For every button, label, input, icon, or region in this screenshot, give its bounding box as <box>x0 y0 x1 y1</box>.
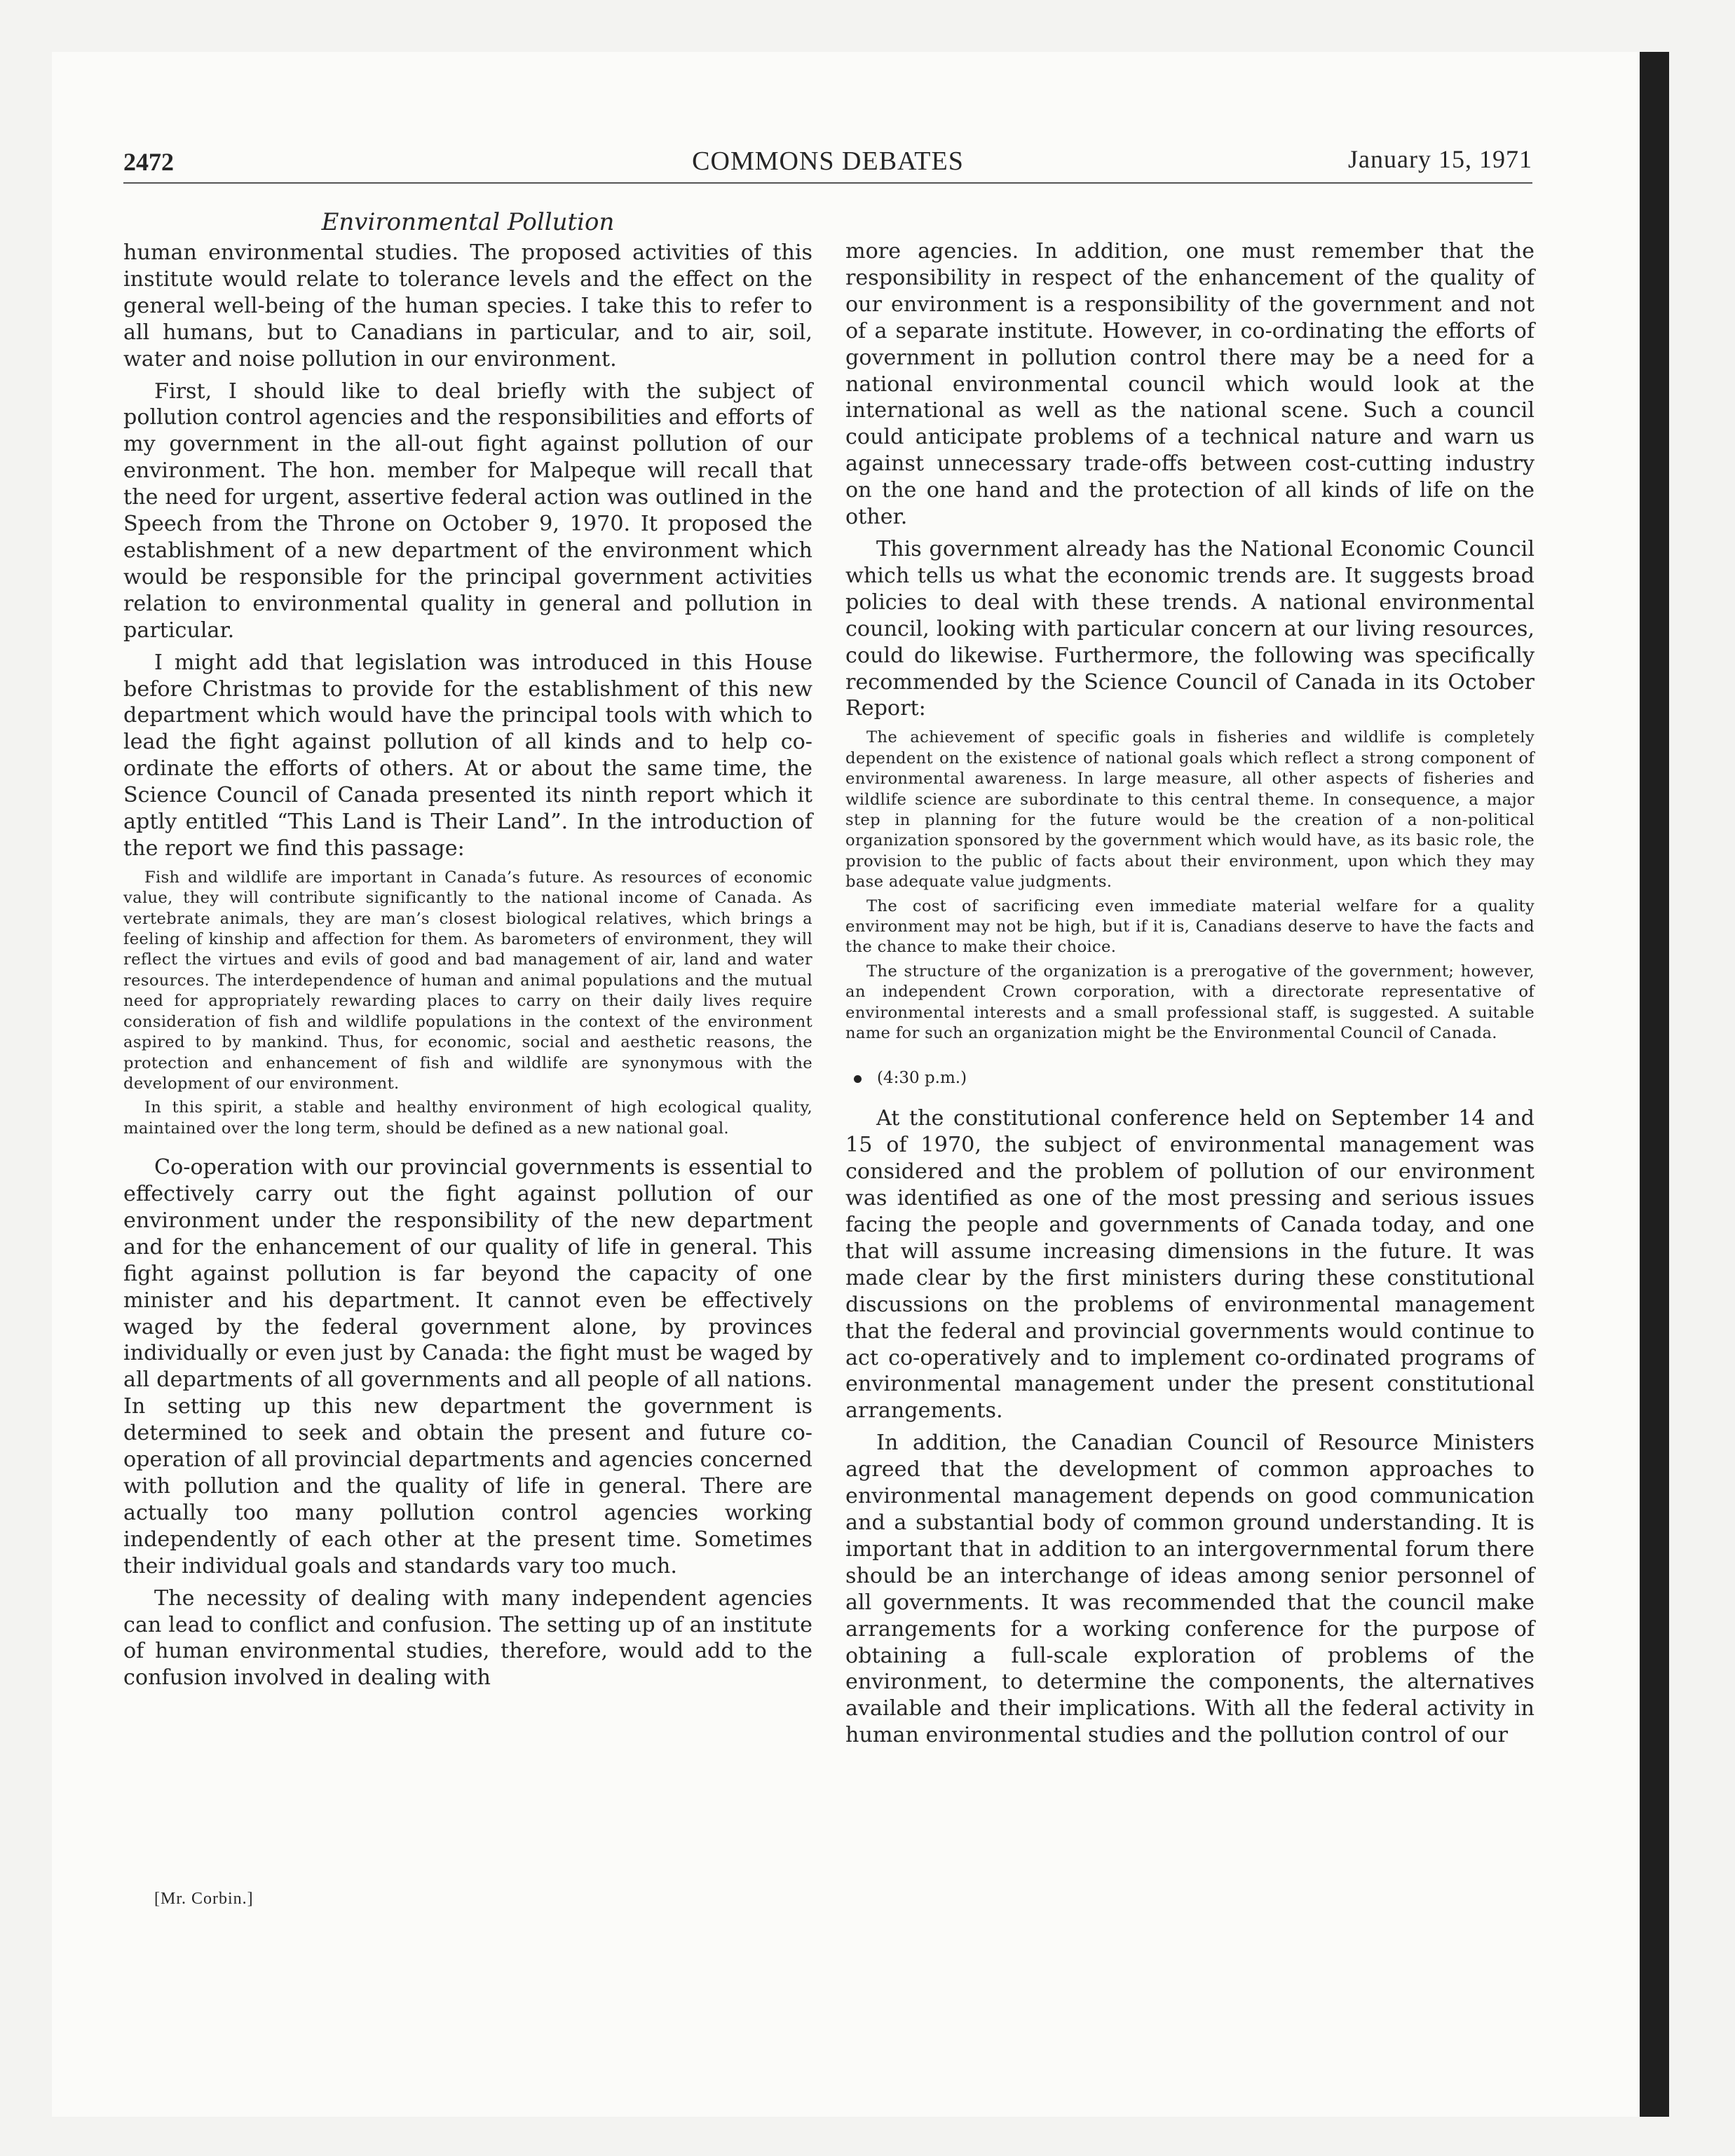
block-quote: The achievement of specific goals in fisheries and wildlife is completely dependent on the existence of national goals which reflect a strong component of environmental awareness. In large measure, all other aspects of fisheries and wildlife science are subordinate to this central theme. In consequence, a major step in planning for the future would be the creation of a non-political organization sponsored by the government which would have, as its basic role, the provision to the public of facts about their environment, upon which they may base adequate value judgments. <box>845 728 1535 892</box>
paragraph: First, I should like to deal briefly with the subject of pollution control agencies and the responsibilities and efforts of my government in the all-out fight against pollution of our environment. The hon. member for Malpeque will recall that the need for urgent, assertive federal action was outlined in the Speech from the Throne on October 9, 1970. It proposed the establishment of a new department of the environment which would be responsible for the principal government activities relation to environmental quality in general and pollution in particular. <box>123 378 812 643</box>
right-column <box>845 238 1535 1749</box>
paragraph: The necessity of dealing with many independent agencies can lead to conflict and confusion. The setting up of an institute of human environmental studies, therefore, would add to the confusion involved in dealing with <box>123 1585 812 1691</box>
section-heading: Environmental Pollution <box>321 208 615 236</box>
block-quote: Fish and wildlife are important in Canada’s future. As resources of economic value, they will contribute significantly to the national income of Canada. As vertebrate animals, they are man’s closest biological relatives, which brings a feeling of kinship and affection for them. As barometers of environment, they will reflect the virtues and evils of good and bad management of air, land and water resources. The interdependence of human and animal populations and the mutual need for appropriately rewarding places to carry on their daily lives require consideration of fish and wildlife populations in the context of the environment aspired to by mankind. Thus, for economic, social and aesthetic reasons, the protection and enhancement of fish and wildlife are synonymous with the development of our environment. <box>123 868 812 1093</box>
time-stamp: (4:30 p.m.) <box>877 1069 967 1088</box>
page-number: 2472 <box>123 148 174 176</box>
speaker-attribution: [Mr. Corbin.] <box>154 1890 254 1908</box>
paragraph: human environmental studies. The proposed activities of this institute would relate to tolerance levels and the effect on the general well-being of the human species. I take this to refer to all humans, but to Canadians in particular, and to air, soil, water and noise pollution in our environment. <box>123 240 812 371</box>
time-marker <box>854 1067 1535 1089</box>
paragraph: I might add that legislation was introduced in this House before Christmas to provide for the establishment of this new department which would have the principal tools with which to lead the fight against pollution of all kinds and to help co-ordinate the efforts of others. At or about the same time, the Science Council of Canada presented its ninth report which it aptly entitled “This Land is Their Land”. In the introduction of the report we find this passage: <box>123 650 812 861</box>
block-quote: In this spirit, a stable and healthy environment of high ecological quality, maintained over the long term, should be defined as a new national goal. <box>123 1098 812 1138</box>
paragraph: In addition, the Canadian Council of Resource Ministers agreed that the development of common approaches to environmental management depends on good communication and a substantial body of common ground understanding. It is important that in addition to an intergovernmental forum there should be an interchange of ideas among senior personnel of all governments. It was recommended that the council make arrangements for a working conference for the purpose of obtaining a full-scale exploration of problems of the environment, to determine the components, the alternatives available and their implications. With all the federal activity in human environmental studies and the pollution control of our <box>845 1431 1535 1748</box>
block-quote: The structure of the organization is a prerogative of the government; however, an independent Crown corporation, with a directorate representative of environmental interests and a small professional staff, is suggested. A suitable name for such an organization might be the Environmental Council of Canada. <box>845 962 1535 1042</box>
running-header <box>123 143 1532 184</box>
bullet-dot-icon <box>854 1075 862 1083</box>
block-quote: The cost of sacrificing even immediate material welfare for a quality environment may not be high, but if it is, Canadians deserve to have the facts and the chance to make their choice. <box>845 896 1535 957</box>
left-column <box>123 206 812 1691</box>
scan-edge-shadow <box>1640 52 1669 2117</box>
paragraph: more agencies. In addition, one must remember that the responsibility in respect of the enhancement of the quality of our environment is a responsibility of the government and not of a separate institute. However, in co-ordinating the efforts of government in pollution control there may be a need for a national environmental council which would look at the international as well as the national scene. Such a council could anticipate problems of a technical nature and warn us against unnecessary trade-offs between cost-cutting industry on the one hand and the protection of all kinds of life on the other. <box>845 239 1535 530</box>
issue-date: January 15, 1971 <box>1348 145 1532 173</box>
publication-title: COMMONS DEBATES <box>692 146 964 176</box>
paragraph: At the constitutional conference held on September 14 and 15 of 1970, the subject of environmental management was considered and the problem of pollution of our environment was identified as one of the most pressing and serious issues facing the people and governments of Canada today, and one that will assume increasing dimensions in the future. It was made clear by the first ministers during these constitutional discussions on the problems of environmental management that the federal and provincial governments would continue to act co-operatively and to implement co-ordinated programs of environmental management under the present constitutional arrangements. <box>845 1106 1535 1424</box>
paragraph: Co-operation with our provincial governments is essential to effectively carry out the fight against pollution of our environment under the responsibility of the new department and for the enhancement of our quality of life in general. This fight against pollution is far beyond the capacity of one minister and his department. It cannot even be effectively waged by the federal government alone, by provinces individually or even just by Canada: the fight must be waged by all departments of all governments and all people of all nations. In setting up this new department the government is determined to seek and obtain the present and future co-operation of all provincial departments and agencies concerned with pollution and the quality of life in general. There are actually too many pollution control agencies working independently of each other at the present time. Sometimes their individual goals and standards vary too much. <box>123 1155 812 1578</box>
paragraph: This government already has the National Economic Council which tells us what the economic trends are. It suggests broad policies to deal with these trends. A national environmental council, looking with particular concern at our living resources, could do likewise. Furthermore, the following was specifically recommended by the Science Council of Canada in its October Report: <box>845 536 1535 721</box>
